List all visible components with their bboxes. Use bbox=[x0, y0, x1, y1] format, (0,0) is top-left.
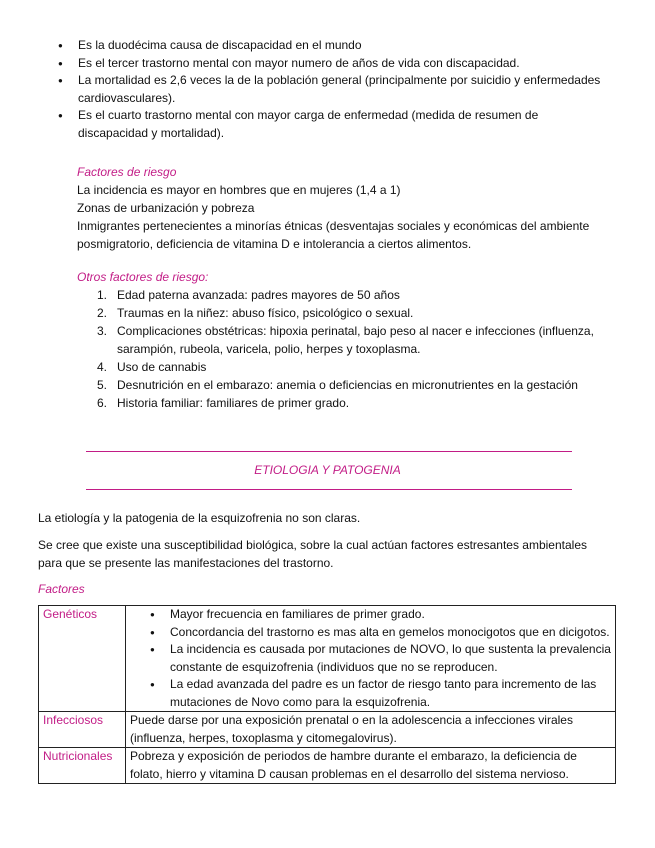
bullet-item: ● Es el tercer trastorno mental con mayor numero de años de vida con discapacidad. bbox=[58, 55, 608, 73]
row-label: Nutricionales bbox=[39, 748, 126, 784]
table-bullet: ● Concordancia del trastorno es mas alta en gemelos monocigotos que en dicigotos. bbox=[130, 624, 611, 642]
row-label: Infecciosos bbox=[39, 712, 126, 748]
risk-factor-line: Inmigrantes pertenecientes a minorías étnicas (desventajas sociales y económicas del ambiente posmigratorio, deficiencia de vitamina D e intolerancia a ciertos alimentos. bbox=[77, 219, 590, 251]
table-bullet: ● La edad avanzada del padre es un factor de riesgo tanto para incremento de las mutaciones de Novo como para la esquizofrenia. bbox=[130, 676, 611, 711]
table-row-infecciosos bbox=[39, 712, 616, 748]
numbered-item bbox=[77, 322, 622, 358]
bullet-item: ● Es el cuarto trastorno mental con mayor carga de enfermedad (medida de resumen de discapacidad y mortalidad). bbox=[58, 107, 608, 142]
risk-factors-section bbox=[77, 163, 597, 253]
item-text: Complicaciones obstétricas: hipoxia perinatal, bajo peso al nacer e infecciones (influenza, sarampión, rubeola, varicela, polio, herpes y toxoplasma. bbox=[117, 324, 594, 356]
risk-factor-line: La incidencia es mayor en hombres que en mujeres (1,4 a 1) bbox=[77, 183, 401, 197]
row-content bbox=[126, 606, 616, 712]
item-text: Desnutrición en el embarazo: anemia o deficiencias en micronutrientes en la gestación bbox=[117, 378, 578, 392]
item-text: Uso de cannabis bbox=[117, 360, 207, 374]
numbered-item bbox=[77, 376, 622, 394]
numbered-item bbox=[77, 286, 622, 304]
item-number: 2. bbox=[97, 306, 108, 320]
table-row-geneticos bbox=[39, 606, 616, 712]
intro-paragraph: La etiología y la patogenia de la esquizofrenia no son claras. bbox=[38, 511, 361, 525]
factors-table bbox=[38, 605, 616, 784]
table-bullet: ● Mayor frecuencia en familiares de primer grado. bbox=[130, 606, 611, 624]
other-risk-factors-title: Otros factores de riesgo: bbox=[77, 270, 209, 284]
bullet-item: ● Es la duodécima causa de discapacidad en el mundo bbox=[58, 37, 608, 55]
top-bullet-list bbox=[58, 37, 608, 142]
heading-rule-top bbox=[86, 451, 572, 452]
genetic-bullet-list bbox=[130, 606, 611, 711]
factors-title: Factores bbox=[38, 582, 85, 596]
bullet-item: ● La mortalidad es 2,6 veces la de la población general (principalmente por suicidio y enfermedades cardiovasculares). bbox=[58, 72, 608, 107]
table-bullet: ● La incidencia es causada por mutaciones de NOVO, lo que sustenta la prevalencia constante de esquizofrenia (individuos que no se reproducen. bbox=[130, 641, 611, 676]
table-row-nutricionales bbox=[39, 748, 616, 784]
item-number: 3. bbox=[97, 324, 108, 338]
section-heading: ETIOLOGIA Y PATOGENIA bbox=[254, 463, 401, 477]
other-risk-factors-list bbox=[77, 286, 622, 412]
intro-paragraph: Se cree que existe una susceptibilidad biológica, sobre la cual actúan factores estresantes ambientales para que se presente las manifestaciones del trastorno. bbox=[38, 538, 587, 570]
item-text: Traumas en la niñez: abuso físico, psicológico o sexual. bbox=[117, 306, 414, 320]
item-number: 6. bbox=[97, 396, 108, 410]
item-text: Edad paterna avanzada: padres mayores de 50 años bbox=[117, 288, 400, 302]
numbered-item bbox=[77, 358, 622, 376]
row-label: Genéticos bbox=[39, 606, 126, 712]
row-content: Pobreza y exposición de periodos de hambre durante el embarazo, la deficiencia de folato, hierro y vitamina D causan problemas en el desarrollo del sistema nervioso. bbox=[126, 748, 616, 784]
numbered-item bbox=[77, 304, 622, 322]
item-number: 5. bbox=[97, 378, 108, 392]
row-content: Puede darse por una exposición prenatal o en la adolescencia a infecciones virales (influenza, herpes, toxoplasma y citomegalovirus). bbox=[126, 712, 616, 748]
heading-rule-bottom bbox=[86, 489, 572, 490]
item-number: 4. bbox=[97, 360, 108, 374]
item-number: 1. bbox=[97, 288, 108, 302]
risk-factors-title: Factores de riesgo bbox=[77, 165, 177, 179]
item-text: Historia familiar: familiares de primer grado. bbox=[117, 396, 350, 410]
risk-factor-line: Zonas de urbanización y pobreza bbox=[77, 201, 255, 215]
numbered-item bbox=[77, 394, 622, 412]
